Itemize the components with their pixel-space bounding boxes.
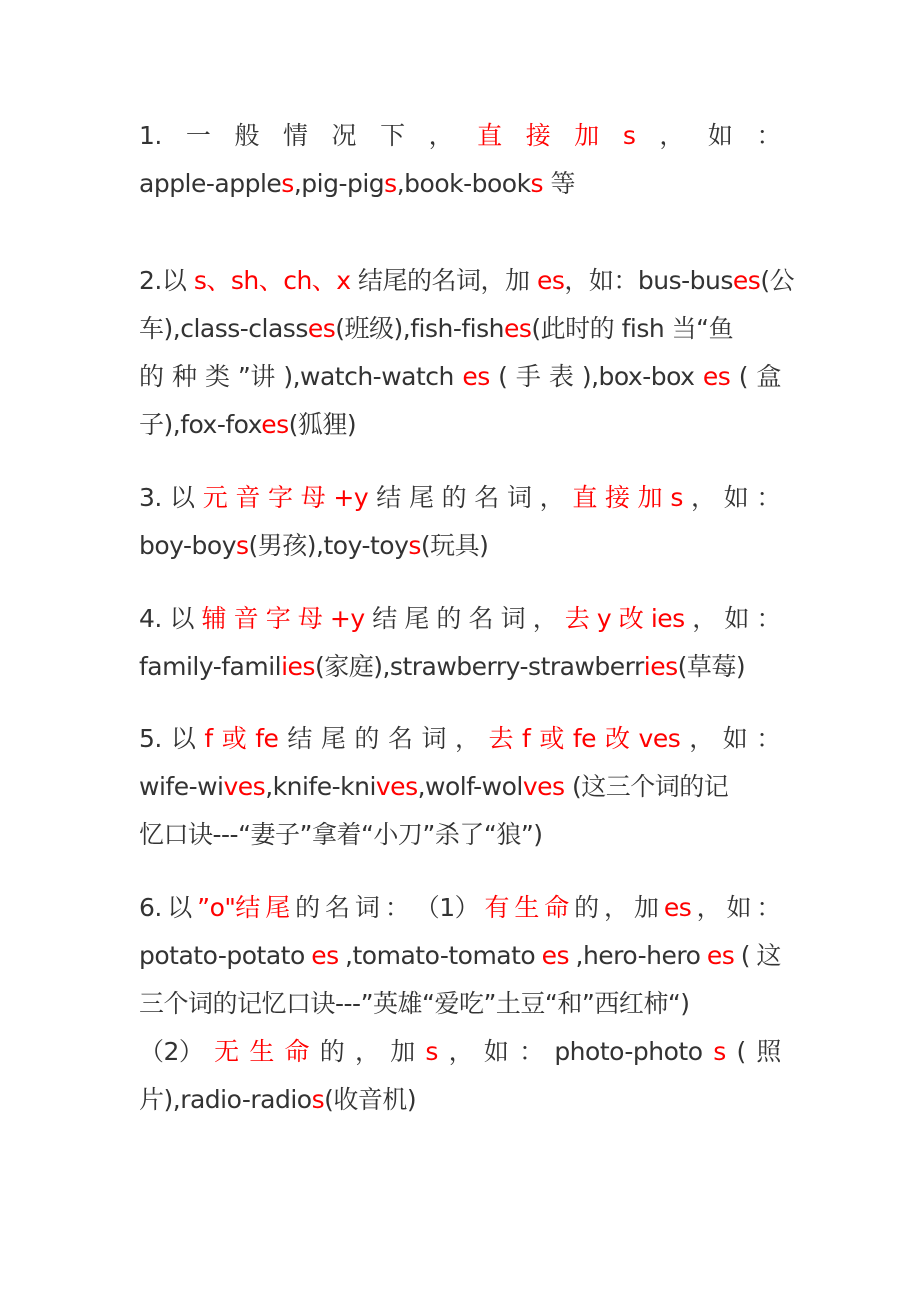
highlight-text: 接 <box>525 121 551 150</box>
highlight-text: ies <box>643 652 678 681</box>
body-text: 忆口诀---“妻子”拿着“小刀”杀了“狼”) <box>139 820 543 849</box>
body-text: 尾 <box>408 483 434 512</box>
body-text: ， <box>696 893 722 922</box>
body-text: 如 <box>723 483 749 512</box>
body-text: 尾 <box>320 724 346 753</box>
rule-5 <box>139 715 781 859</box>
highlight-text: ies <box>281 652 315 681</box>
highlight-text: es <box>462 362 490 391</box>
highlight-text: 字 <box>268 483 293 512</box>
highlight-text: 或 <box>539 724 564 753</box>
highlight-text: es <box>732 266 761 295</box>
body-text: 表 <box>548 362 574 391</box>
body-text: 况 <box>331 121 357 150</box>
highlight-text: ”o"结 <box>197 893 260 922</box>
highlight-text: s <box>425 1037 438 1066</box>
body-text: (狐狸) <box>288 410 357 439</box>
highlight-text: s、sh、ch、x <box>193 266 351 295</box>
highlight-text: 加 <box>637 483 663 512</box>
body-text: ,book-book <box>396 169 531 198</box>
highlight-text: 母 <box>297 604 323 633</box>
body-text: 名 <box>325 893 350 922</box>
body-text: 词 <box>506 483 532 512</box>
body-text: 如 <box>724 604 749 633</box>
body-text: ， <box>659 121 684 150</box>
body-text: 的 <box>319 1037 345 1066</box>
highlight-text: fe <box>255 724 279 753</box>
body-text: 加 <box>633 893 659 922</box>
highlight-text: 直 <box>477 121 502 150</box>
highlight-text: 无 <box>214 1037 239 1066</box>
highlight-text: ies <box>650 604 685 633</box>
body-text: 般 <box>234 121 259 150</box>
body-text: 等 <box>543 169 576 198</box>
body-text: photo-photo <box>554 1037 703 1066</box>
text-line <box>139 811 781 859</box>
highlight-text: +y <box>333 483 369 512</box>
text-line <box>139 595 781 643</box>
highlight-text: es <box>307 314 336 343</box>
body-text: 名 <box>387 724 413 753</box>
highlight-text: 接 <box>604 483 630 512</box>
highlight-text: es <box>503 314 532 343</box>
highlight-text: 音 <box>235 483 260 512</box>
body-text: ,pig-pig <box>293 169 385 198</box>
highlight-text: s <box>530 169 544 198</box>
body-text: (男孩),toy-toy <box>248 531 409 560</box>
body-text: 以 <box>170 483 195 512</box>
text-line <box>139 353 781 401</box>
body-text: 类 <box>204 362 230 391</box>
body-text: 这 <box>756 941 781 970</box>
body-text: 如 <box>722 724 748 753</box>
highlight-text: es <box>706 941 735 970</box>
body-text: 名 <box>468 604 494 633</box>
highlight-text: s <box>713 1037 726 1066</box>
text-line <box>139 257 795 305</box>
body-text: 子),fox-fox <box>139 410 262 439</box>
body-text: ： <box>756 893 781 922</box>
body-text: （1） <box>414 893 480 922</box>
highlight-text: ves <box>375 772 418 801</box>
highlight-text: 音 <box>233 604 259 633</box>
highlight-text: ves <box>638 724 681 753</box>
text-line <box>139 763 781 811</box>
highlight-text: 生 <box>249 1037 274 1066</box>
body-text: (公 <box>760 266 795 295</box>
body-text: ( <box>740 941 750 970</box>
body-text: ( <box>498 362 508 391</box>
highlight-text: 加 <box>574 121 599 150</box>
body-text: ， <box>428 121 454 150</box>
body-text: ， <box>604 893 629 922</box>
body-text: ： <box>756 483 781 512</box>
highlight-text: es <box>311 941 339 970</box>
body-text: (收音机) <box>324 1085 417 1114</box>
text-line <box>139 884 781 932</box>
body-text: 尾 <box>404 604 429 633</box>
body-text: 5. <box>139 724 162 753</box>
body-text: ： <box>756 724 781 753</box>
text-line <box>139 1076 781 1124</box>
body-text: 词 <box>500 604 526 633</box>
body-text: 如 <box>726 893 752 922</box>
body-text: 名 <box>474 483 499 512</box>
highlight-text: 改 <box>618 604 644 633</box>
highlight-text: 去 <box>564 604 590 633</box>
text-line <box>139 112 781 160</box>
body-text: （2） <box>139 1037 204 1066</box>
rule-4 <box>139 595 781 691</box>
body-text: 结 <box>376 483 401 512</box>
body-text: (家庭),strawberry-strawberr <box>314 652 644 681</box>
highlight-text: y <box>596 604 612 633</box>
body-text: ， <box>691 483 716 512</box>
body-text: 结尾的名词，加 <box>350 266 537 295</box>
highlight-text: ves <box>522 772 565 801</box>
body-text: ，如：bus-bus <box>564 266 733 295</box>
highlight-text: 尾 <box>265 893 290 922</box>
body-text: ， <box>448 1037 474 1066</box>
body-text: potato-potato <box>139 941 305 970</box>
body-text: 4. <box>139 604 162 633</box>
highlight-text: f <box>204 724 213 753</box>
text-line <box>139 474 781 522</box>
body-text: 以 <box>167 893 192 922</box>
text-line <box>139 401 781 449</box>
body-text: 以 <box>170 724 196 753</box>
highlight-text: 有 <box>484 893 509 922</box>
body-text: ,tomato-tomato <box>345 941 536 970</box>
highlight-text: 直 <box>572 483 597 512</box>
body-text: ： <box>756 604 781 633</box>
body-text: 种 <box>171 362 197 391</box>
highlight-text: fe <box>572 724 597 753</box>
body-text: 如 <box>483 1037 509 1066</box>
body-text: 结 <box>287 724 312 753</box>
body-text: 的 <box>139 362 164 391</box>
highlight-text: es <box>261 410 289 439</box>
body-text: 车),class-class <box>139 314 308 343</box>
highlight-text: s <box>670 483 683 512</box>
body-text: 情 <box>282 121 308 150</box>
highlight-text: 命 <box>544 893 569 922</box>
highlight-text: f <box>522 724 531 753</box>
body-text: 结 <box>372 604 397 633</box>
body-text: 照 <box>756 1037 781 1066</box>
body-text: 加 <box>390 1037 415 1066</box>
body-text: apple-apple <box>139 169 282 198</box>
body-text: 词 <box>354 893 380 922</box>
body-text: 3. <box>139 483 162 512</box>
text-line <box>139 643 781 691</box>
body-text: ( <box>738 362 749 391</box>
body-text: 1. <box>139 121 162 150</box>
body-text: ,wolf-wol <box>417 772 523 801</box>
body-text: ， <box>539 483 565 512</box>
highlight-text: es <box>537 266 565 295</box>
highlight-text: 母 <box>300 483 326 512</box>
highlight-text: es <box>663 893 692 922</box>
body-text: 如 <box>707 121 733 150</box>
highlight-text: ves <box>223 772 266 801</box>
text-line <box>139 980 781 1028</box>
rule-3 <box>139 474 781 570</box>
highlight-text: 命 <box>284 1037 310 1066</box>
highlight-text: s <box>311 1085 325 1114</box>
highlight-text: 元 <box>202 483 228 512</box>
highlight-text: 辅 <box>201 604 227 633</box>
body-text: 盒 <box>756 362 781 391</box>
body-text: (这三个词的记 <box>564 772 729 801</box>
body-text: boy-boy <box>139 531 237 560</box>
body-text: 一 <box>185 121 211 150</box>
highlight-text: s <box>281 169 294 198</box>
highlight-text: s <box>622 121 636 150</box>
body-text: 的 <box>354 724 379 753</box>
body-text: ： <box>519 1037 544 1066</box>
rule-1 <box>139 112 781 208</box>
rule-6 <box>139 884 781 1124</box>
body-text: 以 <box>169 604 194 633</box>
body-text: ， <box>354 1037 380 1066</box>
body-text: ”讲 <box>237 362 275 391</box>
body-text: ,knife-kni <box>265 772 376 801</box>
body-text: 词 <box>421 724 446 753</box>
body-text: ： <box>756 121 781 150</box>
body-text: ( <box>736 1037 746 1066</box>
body-text: ， <box>454 724 480 753</box>
body-text: 下 <box>380 121 405 150</box>
highlight-text: 或 <box>221 724 247 753</box>
highlight-text: 字 <box>265 604 291 633</box>
body-text: 手 <box>515 362 541 391</box>
highlight-text: 生 <box>514 893 539 922</box>
highlight-text: es <box>541 941 570 970</box>
text-line <box>139 932 781 980</box>
body-text: ， <box>532 604 558 633</box>
highlight-text: 改 <box>605 724 630 753</box>
highlight-text: +y <box>329 604 365 633</box>
body-text: family-famil <box>139 652 282 681</box>
highlight-text: 去 <box>488 724 513 753</box>
body-text: (班级),fish-fish <box>335 314 504 343</box>
body-text: ),watch-watch <box>283 362 454 391</box>
highlight-text: s <box>408 531 421 560</box>
text-line <box>139 305 781 353</box>
body-text: ， <box>689 724 714 753</box>
body-text: 2.以 <box>139 266 194 295</box>
body-text: ,hero-hero <box>575 941 701 970</box>
rule-2 <box>139 257 795 449</box>
text-line <box>139 1028 781 1076</box>
highlight-text: s <box>236 531 249 560</box>
body-text: 6. <box>139 893 162 922</box>
highlight-text: es <box>702 362 731 391</box>
body-text: (玩具) <box>420 531 489 560</box>
text-line <box>139 715 781 763</box>
text-line <box>139 522 781 570</box>
body-text: 的 <box>574 893 599 922</box>
text-line <box>139 160 781 208</box>
body-text: ),box-box <box>581 362 695 391</box>
body-text: 片),radio-radio <box>139 1085 312 1114</box>
highlight-text: s <box>384 169 397 198</box>
body-text: 的 <box>436 604 461 633</box>
body-text: (此时的 fish 当“鱼 <box>531 314 734 343</box>
body-text: wife-wi <box>139 772 224 801</box>
body-text: ， <box>692 604 717 633</box>
body-text: ： <box>384 893 410 922</box>
body-text: 的 <box>441 483 467 512</box>
body-text: (草莓) <box>677 652 746 681</box>
body-text: 的 <box>295 893 320 922</box>
body-text: 三个词的记忆口诀---”英雄“爱吃”土豆“和”西红柿“) <box>139 989 690 1018</box>
